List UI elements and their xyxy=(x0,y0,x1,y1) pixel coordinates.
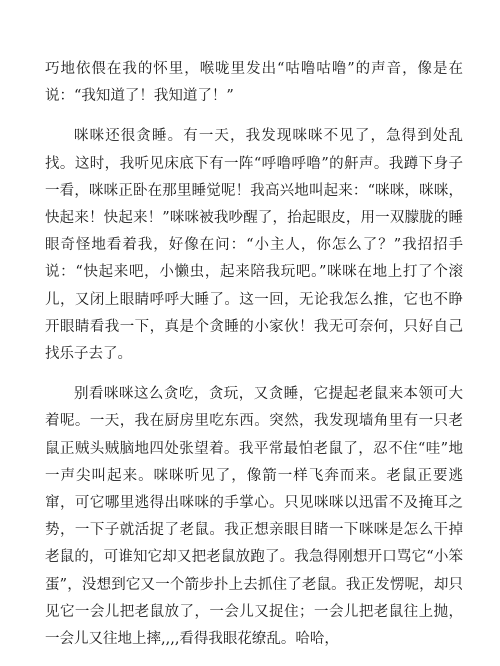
document-body xyxy=(45,56,463,666)
paragraph-1: 巧地依偎在我的怀里，喉咙里发出“咕噜咕噜”的声音，像是在说：“我知道了！我知道了！” xyxy=(45,61,463,105)
paragraph-3: 别看咪咪这么贪吃，贪玩，又贪睡，它提起老鼠来本领可大着呢。一天，我在厨房里吃东西。突然，我发现墙角里有一只老鼠正贼头贼脑地四处张望着。我平常最怕老鼠了，忍不住“哇”地一声尖叫起来。咪咪听见了，像箭一样飞奔而来。老鼠正要逃窜，可它哪里逃得出咪咪的手掌心。只见咪咪以迅雷不及掩耳之势，一下子就活捉了老鼠。我正想亲眼目睹一下咪咪是怎么干掉老鼠的，可谁知它却又把老鼠放跑了。我急得刚想开口骂它“小笨蛋”，没想到它又一个箭步扑上去抓住了老鼠。我正发愣呢，却只见它一会儿把老鼠放了，一会儿又捉住；一会儿把老鼠往上抛，一会儿又往地上摔,,,,看得我眼花缭乱。哈哈， xyxy=(45,386,463,648)
paragraph-2: 咪咪还很贪睡。有一天，我发现咪咪不见了，急得到处乱找。这时，我听见床底下有一阵“呼噜呼噜”的鼾声。我蹲下身子一看，咪咪正卧在那里睡觉呢！我高兴地叫起来：“咪咪，咪咪，快起来！快起来！”咪咪被我吵醒了，抬起眼皮，用一双朦胧的睡眼奇怪地看着我，好像在问：“小主人，你怎么了？”我招招手说：“快起来吧，小懒虫，起来陪我玩吧。”咪咪在地上打了个滚儿，又闭上眼睛呼呼大睡了。这一回，无论我怎么推，它也不睁开眼睛看我一下，真是个贪睡的小家伙！我无可奈何，只好自己找乐子去了。 xyxy=(45,128,463,363)
